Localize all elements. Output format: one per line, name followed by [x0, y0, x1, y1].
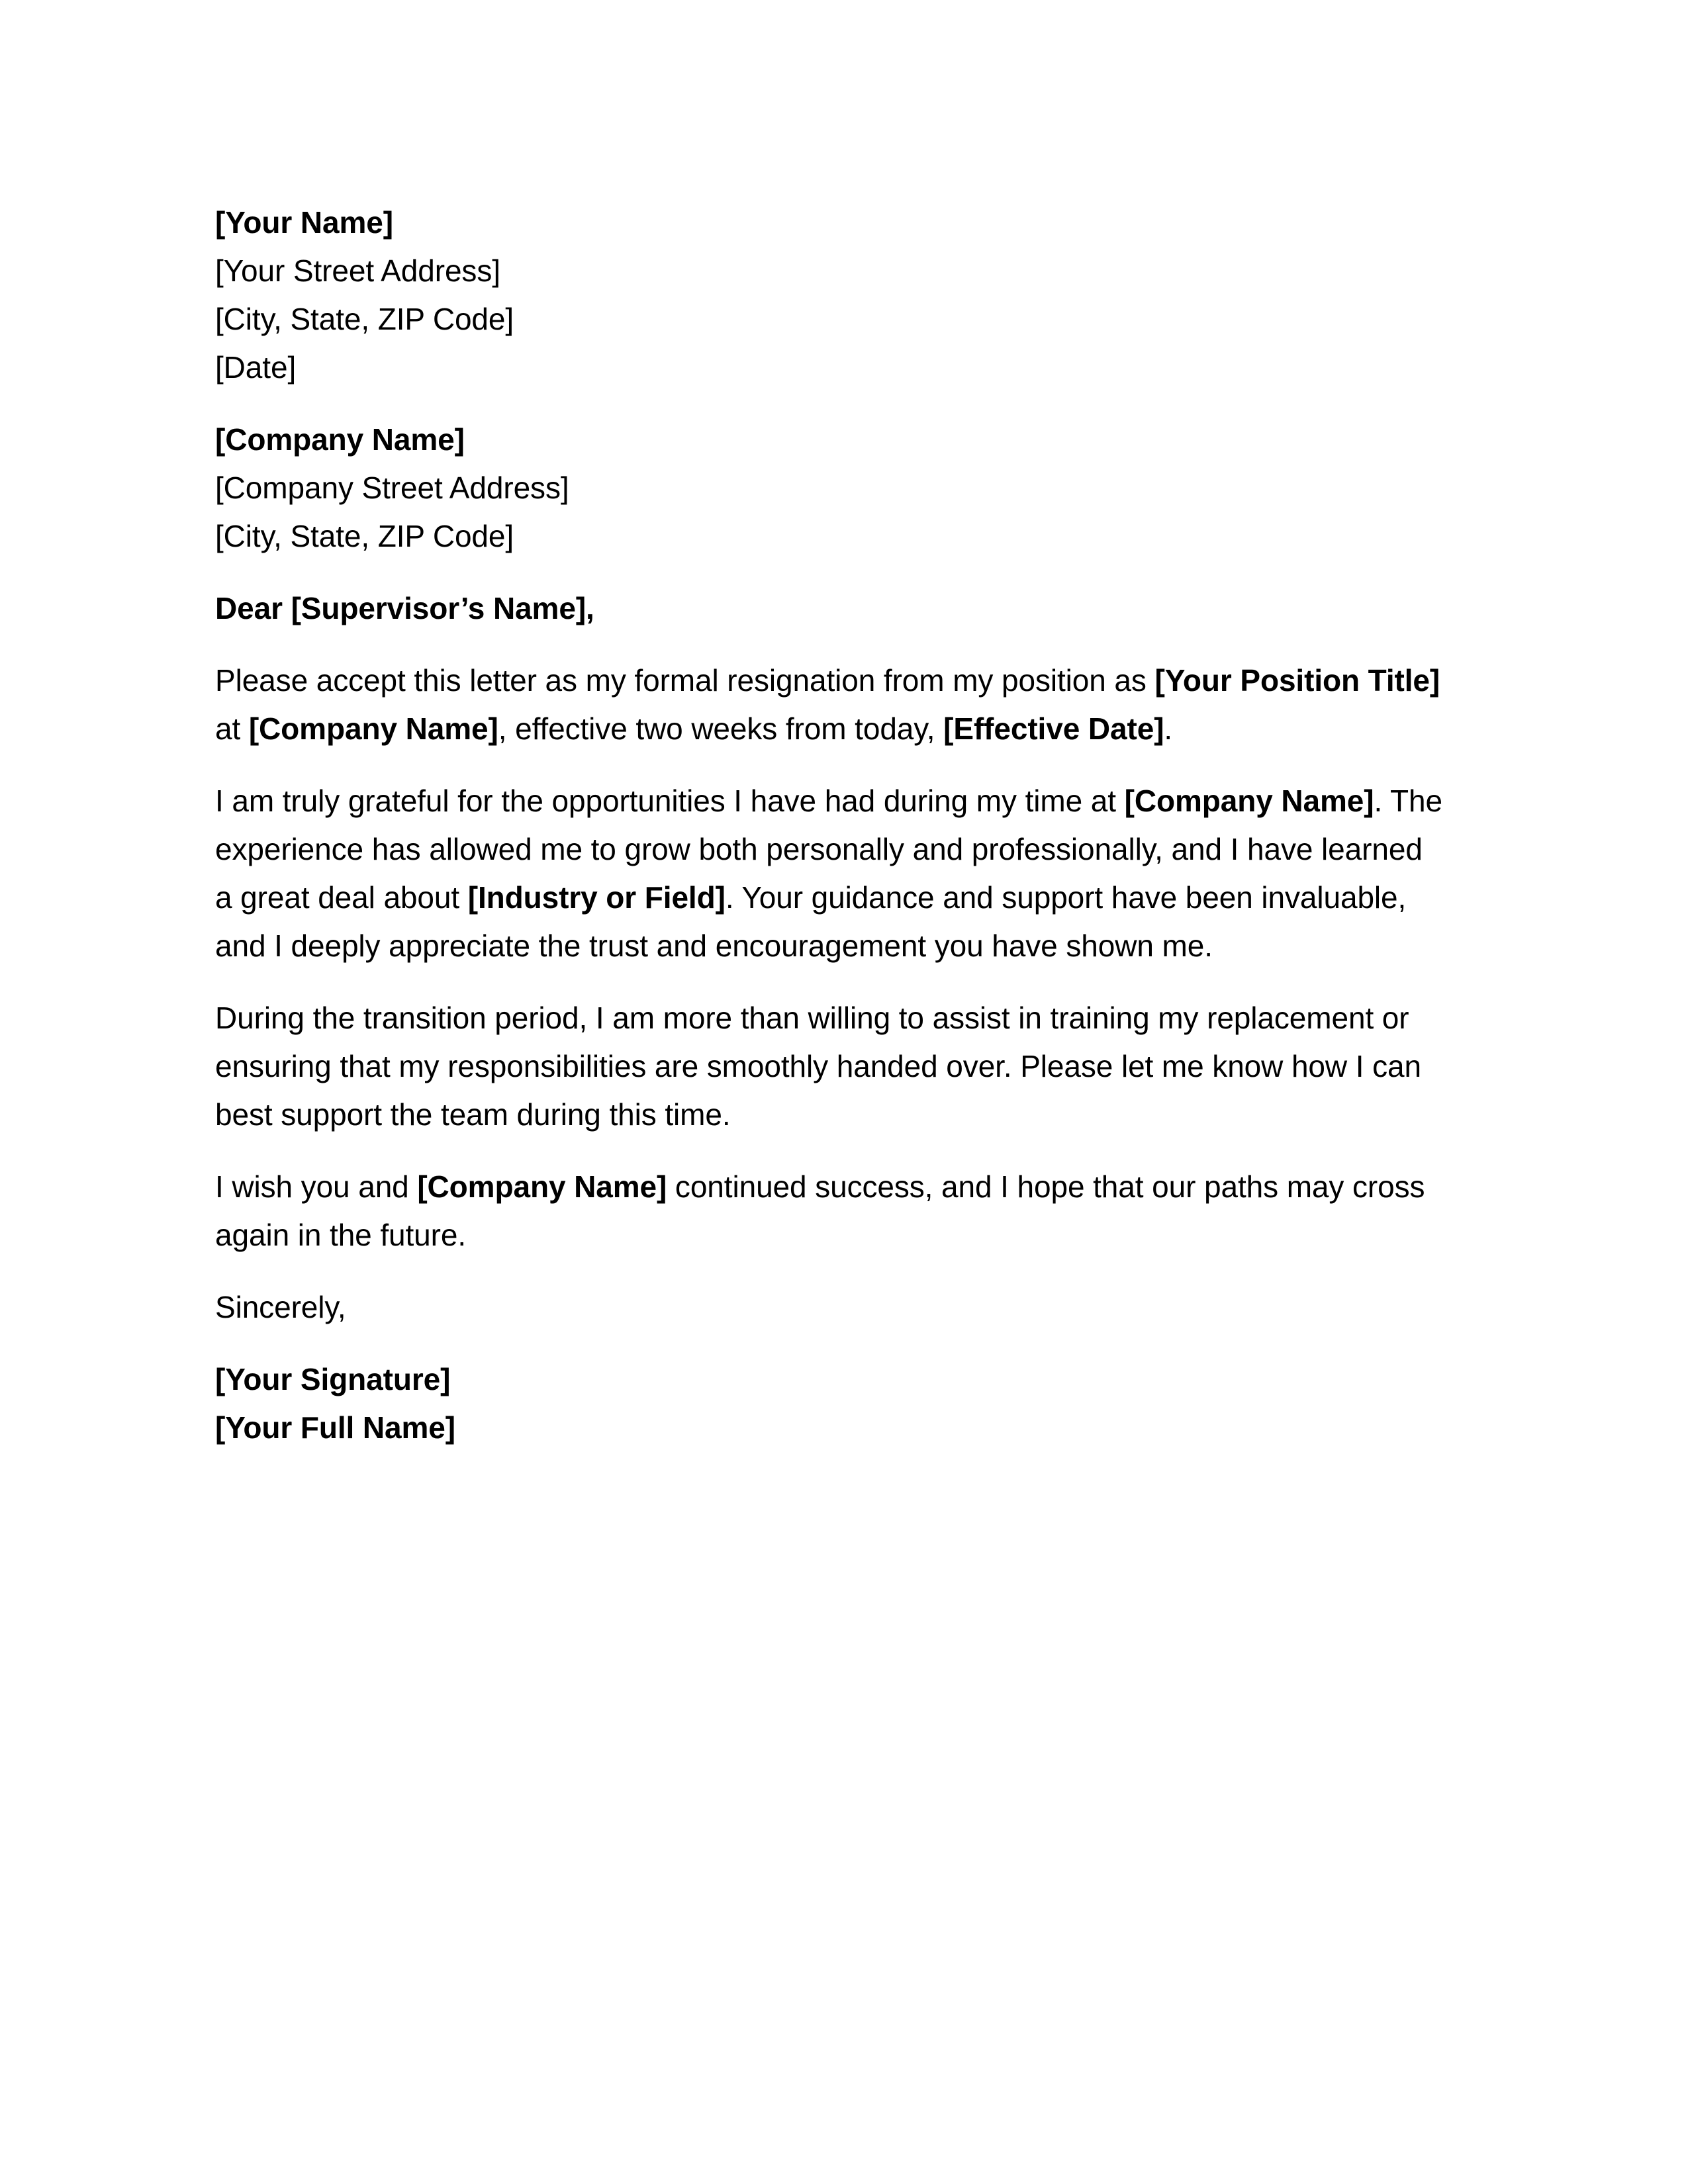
p1-effective-date: [Effective Date]	[943, 711, 1164, 746]
p1-text-4: .	[1164, 711, 1173, 746]
signer-full-name: [Your Full Name]	[215, 1410, 456, 1445]
p1-text-1: Please accept this letter as my formal resignation from my position as	[215, 663, 1155, 698]
p1-text-2: at	[215, 711, 249, 746]
p2-company-name: [Company Name]	[1124, 784, 1374, 818]
signature-block	[215, 1355, 1446, 1452]
spacer-p3-p4	[215, 1139, 1446, 1163]
closing-block	[215, 1283, 1446, 1332]
sender-city-state-zip: [City, State, ZIP Code]	[215, 302, 514, 336]
spacer-p1-p2	[215, 753, 1446, 777]
body-paragraph-1	[215, 657, 1446, 753]
p3-text-1: During the transition period, I am more than willing to assist in training my replacement or ensuring that my responsibilities are smoothly handed over. Please let me know how I can best support the team during this time.	[215, 1001, 1421, 1132]
sender-address-block	[215, 199, 1446, 392]
sender-street-address: [Your Street Address]	[215, 253, 500, 288]
p1-company-name: [Company Name]	[248, 711, 498, 746]
spacer-closing-signature	[215, 1332, 1446, 1355]
spacer-recipient-salutation	[215, 561, 1446, 584]
recipient-street-address: [Company Street Address]	[215, 471, 569, 505]
letter-date: [Date]	[215, 350, 297, 385]
p1-position-title: [Your Position Title]	[1154, 663, 1440, 698]
p2-text-1: I am truly grateful for the opportunities I have had during my time at	[215, 784, 1125, 818]
body-paragraph-4	[215, 1163, 1446, 1259]
sender-name: [Your Name]	[215, 205, 393, 240]
recipient-company-name: [Company Name]	[215, 422, 465, 457]
closing-salutation: Sincerely,	[215, 1290, 346, 1324]
recipient-city-state-zip: [City, State, ZIP Code]	[215, 519, 514, 553]
p2-text-2: . The experience has allowed me to grow both personally and professionally, and I have learned a great deal about	[215, 784, 1442, 915]
spacer-body-closing	[215, 1259, 1446, 1283]
body-paragraph-3	[215, 994, 1446, 1139]
p4-text-2: continued success, and I hope that our paths may cross again in the future.	[215, 1169, 1425, 1252]
signature-placeholder: [Your Signature]	[215, 1362, 451, 1396]
p1-text-3: , effective two weeks from today,	[498, 711, 944, 746]
spacer-sender-recipient	[215, 392, 1446, 416]
body-paragraph-2	[215, 777, 1446, 970]
p2-industry-or-field: [Industry or Field]	[467, 880, 726, 915]
salutation-block	[215, 584, 1446, 633]
recipient-address-block	[215, 416, 1446, 561]
spacer-p2-p3	[215, 970, 1446, 994]
letter-body	[215, 199, 1446, 1452]
spacer-salutation-body	[215, 633, 1446, 657]
p4-company-name: [Company Name]	[417, 1169, 667, 1204]
salutation: Dear [Supervisor’s Name],	[215, 591, 594, 625]
p4-text-1: I wish you and	[215, 1169, 418, 1204]
p2-text-3: . Your guidance and support have been invaluable, and I deeply appreciate the trust and encouragement you have shown me.	[215, 880, 1407, 963]
